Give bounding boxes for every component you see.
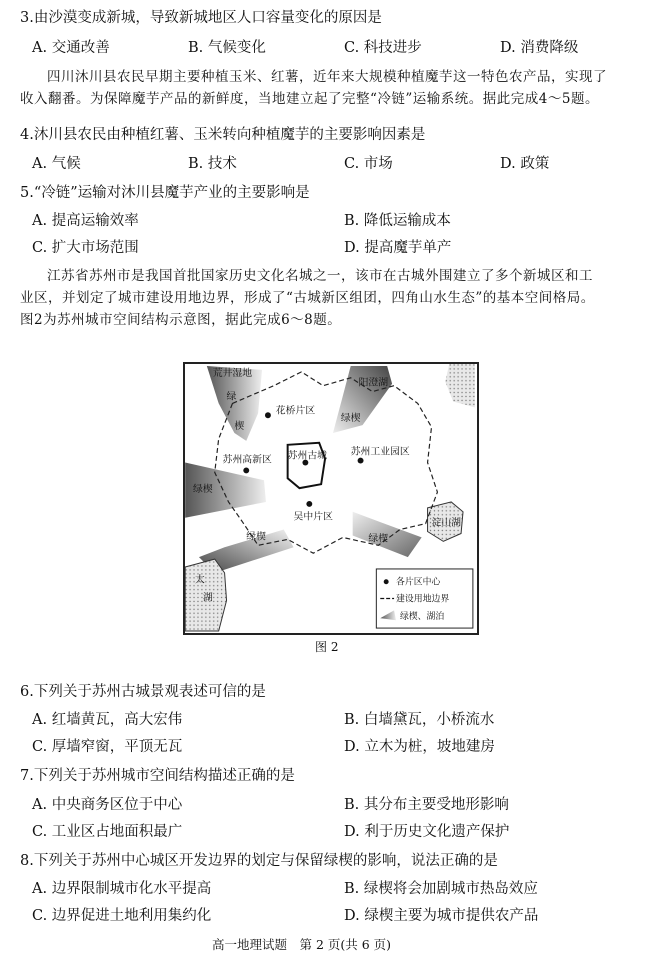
lake-east-top — [445, 364, 475, 407]
passage-muchuan-line2: 收入翻番。为保障魔芋产品的新鲜度，当地建立起了完整“冷链”运输系统。据此完成4～5题。 — [20, 91, 599, 107]
label-yangcheng: 阳澄湖 — [358, 377, 389, 389]
label-huaqiao: 花桥片区 — [275, 405, 316, 417]
q4-stem: 4.沐川县农民由种植红薯、玉米转向种植魔芋的主要影响因素是 — [20, 127, 426, 143]
q5-option-d: D. 提高魔芋单产 — [344, 240, 452, 256]
label-dianshan: 淀山湖 — [431, 517, 462, 529]
figure-caption: 图 2 — [315, 640, 339, 654]
q5-option-c: C. 扩大市场范围 — [32, 240, 139, 256]
legend-boundary: 建设用地边界 — [396, 594, 450, 605]
label-taihu-2: 湖 — [202, 592, 213, 604]
center-wuzhong — [306, 501, 312, 507]
q3-option-a: A. 交通改善 — [32, 40, 110, 56]
q3-option-d: D. 消费降级 — [500, 40, 579, 56]
passage-muchuan — [20, 66, 640, 110]
q4-option-b: B. 技术 — [188, 156, 237, 172]
q6-option-c: C. 厚墙窄窗，平顶无瓦 — [32, 739, 183, 755]
passage-suzhou-line2: 业区，并划定了城市建设用地边界，形成了“古城新区组团，四角山水生态”的基本空间格局。 — [20, 290, 595, 306]
q7-option-d: D. 利于历史文化遗产保护 — [344, 824, 510, 840]
q6-option-a: A. 红墙黄瓦，高大宏伟 — [32, 712, 183, 728]
passage-muchuan-line1: 四川沐川县农民早期主要种植玉米、红薯，近年来大规模种植魔芋这一特色农产品，实现了 — [47, 69, 607, 85]
page-footer: 高一地理试题 第 2 页(共 6 页) — [212, 937, 392, 952]
label-wedge-ne: 绿楔 — [340, 413, 361, 425]
legend-green: 绿楔、湖泊 — [399, 612, 445, 623]
q4-option-a: A. 气候 — [32, 156, 81, 172]
passage-suzhou-line3: 图2为苏州城市空间结构示意图，据此完成6～8题。 — [20, 312, 342, 328]
q4-option-d: D. 政策 — [500, 156, 550, 172]
q8-option-d: D. 绿楔主要为城市提供农产品 — [344, 908, 539, 924]
label-wedge-w: 绿楔 — [193, 484, 213, 496]
q8-option-a: A. 边界限制城市化水平提高 — [32, 881, 212, 897]
q4-option-c: C. 市场 — [344, 156, 393, 172]
passage-suzhou — [20, 265, 640, 331]
q3-option-b: B. 气候变化 — [188, 40, 266, 56]
label-wedge-se: 绿楔 — [368, 533, 389, 545]
center-huaqiao — [265, 412, 271, 418]
legend — [376, 569, 473, 628]
q8-option-c: C. 边界促进土地利用集约化 — [32, 908, 212, 924]
label-taihu-1: 太 — [195, 574, 205, 586]
passage-suzhou-line1: 江苏省苏州市是我国首批国家历史文化名城之一，该市在古城外围建立了多个新城区和工 — [47, 268, 593, 284]
legend-center: 各片区中心 — [396, 577, 441, 588]
center-gongye — [358, 458, 364, 464]
label-gaoxin: 苏州高新区 — [222, 454, 272, 466]
q7-option-a: A. 中央商务区位于中心 — [32, 797, 183, 813]
q5-option-a: A. 提高运输效率 — [32, 213, 139, 229]
label-wedge-nw-1: 绿 — [226, 391, 237, 403]
q8-stem: 8.下列关于苏州中心城区开发边界的划定与保留绿楔的影响，说法正确的是 — [20, 853, 498, 869]
label-wuzhong: 吴中片区 — [293, 511, 333, 523]
q3-option-c: C. 科技进步 — [344, 40, 422, 56]
q7-option-c: C. 工业区占地面积最广 — [32, 824, 183, 840]
q6-option-b: B. 白墙黛瓦，小桥流水 — [344, 712, 495, 728]
q5-option-b: B. 降低运输成本 — [344, 213, 451, 229]
label-wetland: 荒井湿地 — [212, 367, 253, 379]
center-gaoxin — [243, 467, 249, 473]
q3-stem: 3.由沙漠变成新城，导致新城地区人口容量变化的原因是 — [20, 10, 382, 26]
q7-stem: 7.下列关于苏州城市空间结构描述正确的是 — [20, 768, 295, 784]
label-wedge-sw: 绿楔 — [246, 531, 266, 543]
suzhou-spatial-structure-map — [183, 362, 479, 635]
q8-option-b: B. 绿楔将会加剧城市热岛效应 — [344, 881, 538, 897]
q6-stem: 6.下列关于苏州古城景观表述可信的是 — [20, 684, 266, 700]
q5-stem: 5.“冷链”运输对沐川县魔芋产业的主要影响是 — [20, 185, 310, 201]
q7-option-b: B. 其分布主要受地形影响 — [344, 797, 509, 813]
q6-option-d: D. 立木为桩，坡地建房 — [344, 739, 495, 755]
label-gongye: 苏州工业园区 — [350, 446, 410, 458]
label-gucheng: 苏州古城 — [287, 450, 328, 462]
label-wedge-nw-2: 楔 — [234, 421, 245, 433]
